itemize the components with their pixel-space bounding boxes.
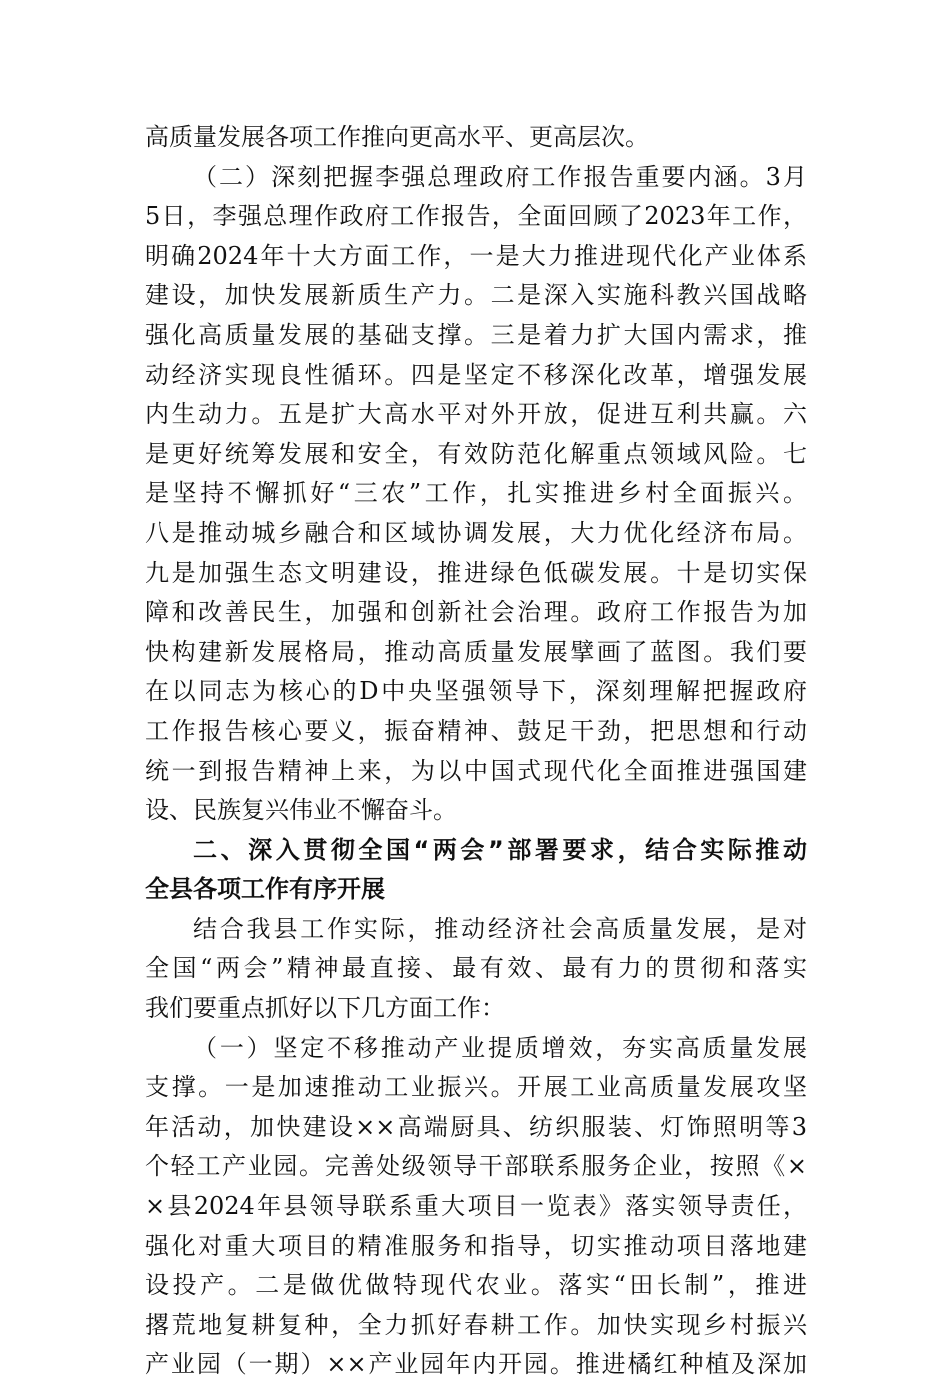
paragraph-line: 5日，李强总理作政府工作报告，全面回顾了2023年工作， (145, 202, 807, 231)
paragraph-line: 在以同志为核心的D中央坚强领导下，深刻理解把握政府 (145, 677, 807, 706)
paragraph-line: 强化对重大项目的精准服务和指导，切实推动项目落地建 (145, 1231, 807, 1260)
paragraph-line: 九是加强生态文明建设，推进绿色低碳发展。十是切实保 (145, 558, 807, 587)
paragraph-line: 我们要重点抓好以下几方面工作： (145, 994, 505, 1023)
paragraph-line: 个轻工产业园。完善处级领导干部联系服务企业，按照《× (145, 1152, 807, 1181)
document-body (145, 118, 807, 1385)
paragraph-line: （二）深刻把握李强总理政府工作报告重要内涵。3月 (193, 162, 807, 191)
paragraph-line: 工作报告核心要义，振奋精神、鼓足干劲，把思想和行动 (145, 716, 807, 745)
paragraph-line: ×县2024年县领导联系重大项目一览表》落实领导责任， (145, 1192, 807, 1221)
paragraph-line: 设投产。二是做优做特现代农业。落实“田长制”，推进 (145, 1271, 807, 1300)
paragraph-line: 强化高质量发展的基础支撑。三是着力扩大国内需求，推 (145, 320, 807, 349)
paragraph-line: 高质量发展各项工作推向更高水平、更高层次。 (145, 123, 649, 151)
paragraph-line: 内生动力。五是扩大高水平对外开放，促进互利共赢。六 (145, 400, 807, 429)
paragraph-line: 八是推动城乡融合和区域协调发展，大力优化经济布局。 (145, 518, 807, 547)
paragraph-line: 动经济实现良性循环。四是坚定不移深化改革，增强发展 (145, 360, 807, 389)
paragraph-line: 统一到报告精神上来，为以中国式现代化全面推进强国建 (145, 756, 807, 785)
document-page (145, 118, 807, 1385)
paragraph-line: 结合我县工作实际，推动经济社会高质量发展，是对 (193, 914, 807, 943)
section-heading-line: 全县各项工作有序开展 (145, 875, 385, 904)
paragraph-line: 产业园（一期）××产业园年内开园。推进橘红种植及深加 (145, 1350, 807, 1379)
paragraph-line: 设、民族复兴伟业不懈奋斗。 (145, 796, 457, 825)
paragraph-line: 快构建新发展格局，推动高质量发展擘画了蓝图。我们要 (145, 637, 807, 666)
paragraph-line: 建设，加快发展新质生产力。二是深入实施科教兴国战略 (145, 281, 807, 310)
paragraph-line: 撂荒地复耕复种，全力抓好春耕工作。加快实现乡村振兴 (145, 1310, 807, 1339)
paragraph-line: 是坚持不懈抓好“三农”工作，扎实推进乡村全面振兴。 (145, 479, 807, 508)
paragraph-line: 年活动，加快建设××高端厨具、纺织服装、灯饰照明等3 (145, 1112, 807, 1141)
paragraph-line: 明确2024年十大方面工作，一是大力推进现代化产业体系 (145, 241, 807, 270)
paragraph-line: （一）坚定不移推动产业提质增效，夯实高质量发展 (193, 1033, 807, 1062)
paragraph-line: 障和改善民生，加强和创新社会治理。政府工作报告为加 (145, 598, 807, 627)
paragraph-line: 是更好统筹发展和安全，有效防范化解重点领域风险。七 (145, 439, 807, 468)
paragraph-line: 全国“两会”精神最直接、最有效、最有力的贯彻和落实 (145, 954, 807, 983)
section-heading-line: 二、深入贯彻全国“两会”部署要求，结合实际推动 (193, 835, 807, 864)
paragraph-line: 支撑。一是加速推动工业振兴。开展工业高质量发展攻坚 (145, 1073, 807, 1102)
